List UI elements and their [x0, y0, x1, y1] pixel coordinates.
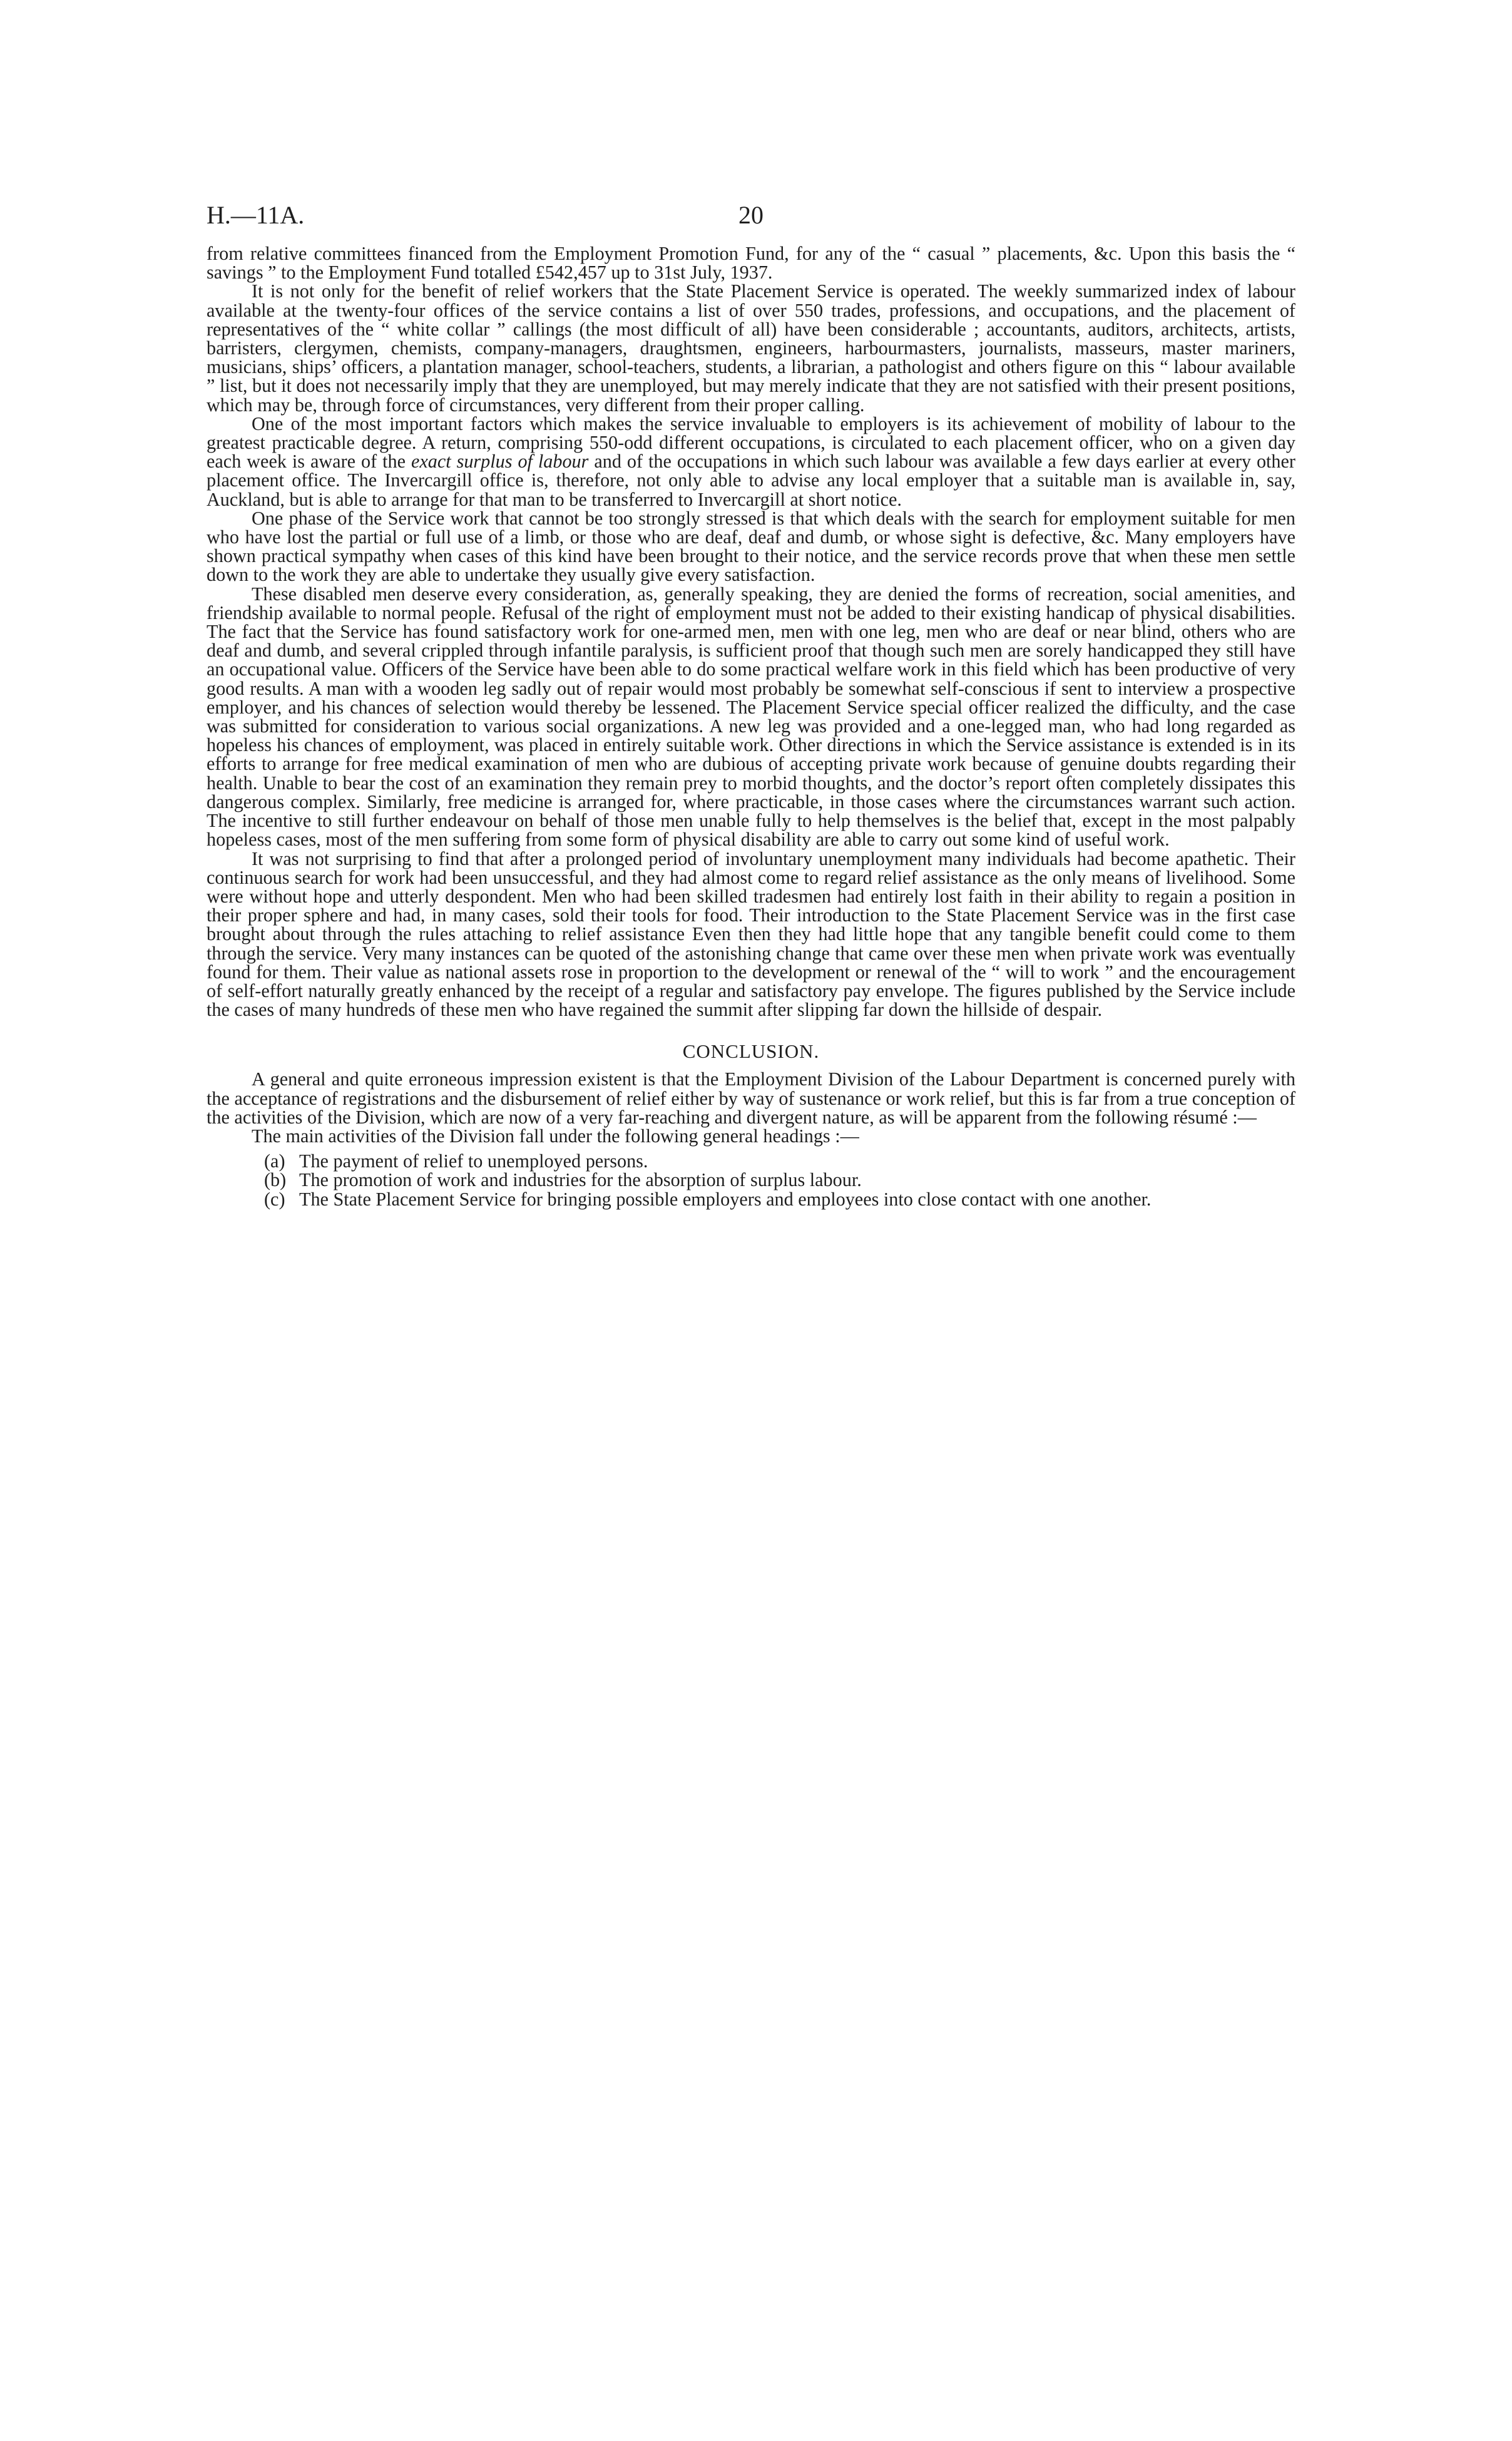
document-page	[207, 200, 1295, 1209]
list-item	[207, 1170, 1295, 1189]
activities-list	[207, 1152, 1295, 1209]
paragraph-text: These disabled men deserve every consideration, as, generally speaking, they are denied the forms of recreation, social amenities, and friendship available to normal people. Refusal of the right of employment must not be added to their existing handicap of physical disabilities. The fact that the Service has found satisfactory work for one-armed men, men with one leg, men who are deaf or near blind, others who are deaf and dumb, and several crippled through infantile paralysis, is sufficient proof that though such men are sorely handicapped they still have an occupational value. Officers of the Service have been able to do some practical welfare work in this field which has been productive of very good results. A man with a wooden leg sadly out of repair would most probably be somewhat self-conscious if sent to interview a prospective employer, and his chances of selection would thereby be lessened. The Placement Service special officer realized the difficulty, and the case was submitted for consideration to various social organizations. A new leg was provided and a one-legged man, who had long regarded as hopeless his chances of employment, was placed in entirely suitable work. Other directions in which the Service assistance is extended is in its efforts to arrange for free medical examination of men who are dubious of accepting private work because of genuine doubts regarding their health. Unable to bear the cost of an examination they remain prey to morbid thoughts, and the doctor’s report often completely dissipates this dangerous complex. Similarly, free medicine is arranged for, where practicable, in those cases where the circumstances warrant such action. The incentive to still further endeavour on behalf of those men unable fully to help themselves is the belief that, except in the most palpably hopeless cases, most of the men suffering from some form of physical disability are able to carry out some kind of useful work.	[207, 583, 1295, 851]
body-paragraph	[207, 585, 1295, 849]
conclusion-paragraph: A general and quite erroneous impression existent is that the Employment Division of the Labour Department is concerned purely with the acceptance of registrations and the disbursement of relief either by way of sustenance or work relief, but this is far from a true conception of the activities of the Division, which are now of a very far-reaching and divergent nature, as will be apparent from the following résumé :—	[207, 1068, 1295, 1128]
page-number: 20	[738, 201, 764, 229]
list-marker: (b)	[264, 1169, 287, 1191]
list-marker: (a)	[264, 1150, 285, 1172]
headings-intro: The main activities of the Division fall under the following general headings :—	[252, 1125, 859, 1147]
list-item	[207, 1152, 1295, 1170]
body-paragraph	[207, 509, 1295, 585]
list-item-text: The promotion of work and industries for the absorption of surplus labour.	[299, 1169, 862, 1191]
italic-phrase: exact surplus of labour	[411, 451, 589, 473]
paragraph-text: from relative committees financed from the Employment Promotion Fund, for any of the “ casual ” placements, &c. Upon this basis the “ savings ” to the Employment Fund totalled £542,457 up to 31st July, 1937.	[207, 243, 1295, 284]
paragraph-text: It is not only for the benefit of relief workers that the State Placement Service is operated. The weekly summarized index of labour available at the twenty-four offices of the service contains a list of over 550 trades, professions, and occupations, and the placement of representatives of the “ white collar ” callings (the most difficult of all) have been considerable ; accountants, auditors, architects, artists, barristers, clergymen, chemists, company-managers, draughtsmen, engineers, harbourmasters, journalists, masseurs, master mariners, musicians, ships’ officers, a plantation manager, school-teachers, students, a librarian, a pathologist and others figure on this “ labour available ” list, but it does not necessarily imply that they are unemployed, but may merely indicate that they are not satisfied with their present positions, which may be, through force of circumstances, very different from their proper calling.	[207, 280, 1295, 416]
list-marker: (c)	[264, 1188, 285, 1210]
document-body	[207, 244, 1295, 1209]
body-paragraph	[207, 282, 1295, 414]
list-item-text: The State Placement Service for bringing possible employers and employees into close contact with one another.	[299, 1188, 1152, 1210]
body-paragraph	[207, 849, 1295, 1020]
paragraph-text: It was not surprising to find that after a prolonged period of involuntary unemployment many individuals had become apathetic. Their continuous search for work had been unsuccessful, and they had almost come to regard relief assistance as the only means of livelihood. Some were without hope and utterly despondent. Men who had been skilled tradesmen had entirely lost faith in their ability to regain a position in their proper sphere and had, in many cases, sold their tools for food. Their introduction to the State Placement Service was in the first case brought about through the rules attaching to relief assistance Even then they had little hope that any tangible benefit could come to them through the service. Very many instances can be quoted of the astonishing change that came over these men when private work was eventually found for them. Their value as national assets rose in proportion to the development or renewal of the “ will to work ” and the encouragement of self-effort naturally greatly enhanced by the receipt of a regular and satisfactory pay envelope. The figures published by the Service include the cases of many hundreds of these men who have regained the summit after slipping far down the hillside of despair.	[207, 847, 1295, 1021]
body-paragraphs	[207, 244, 1295, 1019]
page-header	[207, 200, 1295, 244]
document-reference: H.—11A.	[207, 201, 305, 229]
list-item-text: The payment of relief to unemployed persons.	[299, 1150, 648, 1172]
section-heading: CONCLUSION.	[682, 1040, 820, 1063]
paragraph-text: One phase of the Service work that cannot be too strongly stressed is that which deals with the search for employment suitable for men who have lost the partial or full use of a limb, or those who are deaf, deaf and dumb, or whose sight is defective, &c. Many employers have shown practical sympathy when cases of this kind have been brought to their notice, and the service records prove that when these men settle down to the work they are able to undertake they usually give every satisfaction.	[207, 507, 1295, 586]
body-paragraph	[207, 244, 1295, 282]
paragraph-text: One of the most important factors which makes the service invaluable to employers is its achievement of mobility of labour to the greatest practicable degree. A return, comprising 550-odd different occupations, is circulated to each placement officer, who on a given day each week is aware of the	[207, 412, 1295, 473]
paragraph-text: and of the occupations in which such labour was available a few days earlier at every other placement office. The Invercargill office is, therefore, not only able to advise any local employer that a suitable man is available in, say, Auckland, but is able to arrange for that man to be transferred to Invercargill at short notice.	[207, 451, 1295, 510]
body-paragraph	[207, 414, 1295, 509]
list-item	[207, 1190, 1295, 1209]
